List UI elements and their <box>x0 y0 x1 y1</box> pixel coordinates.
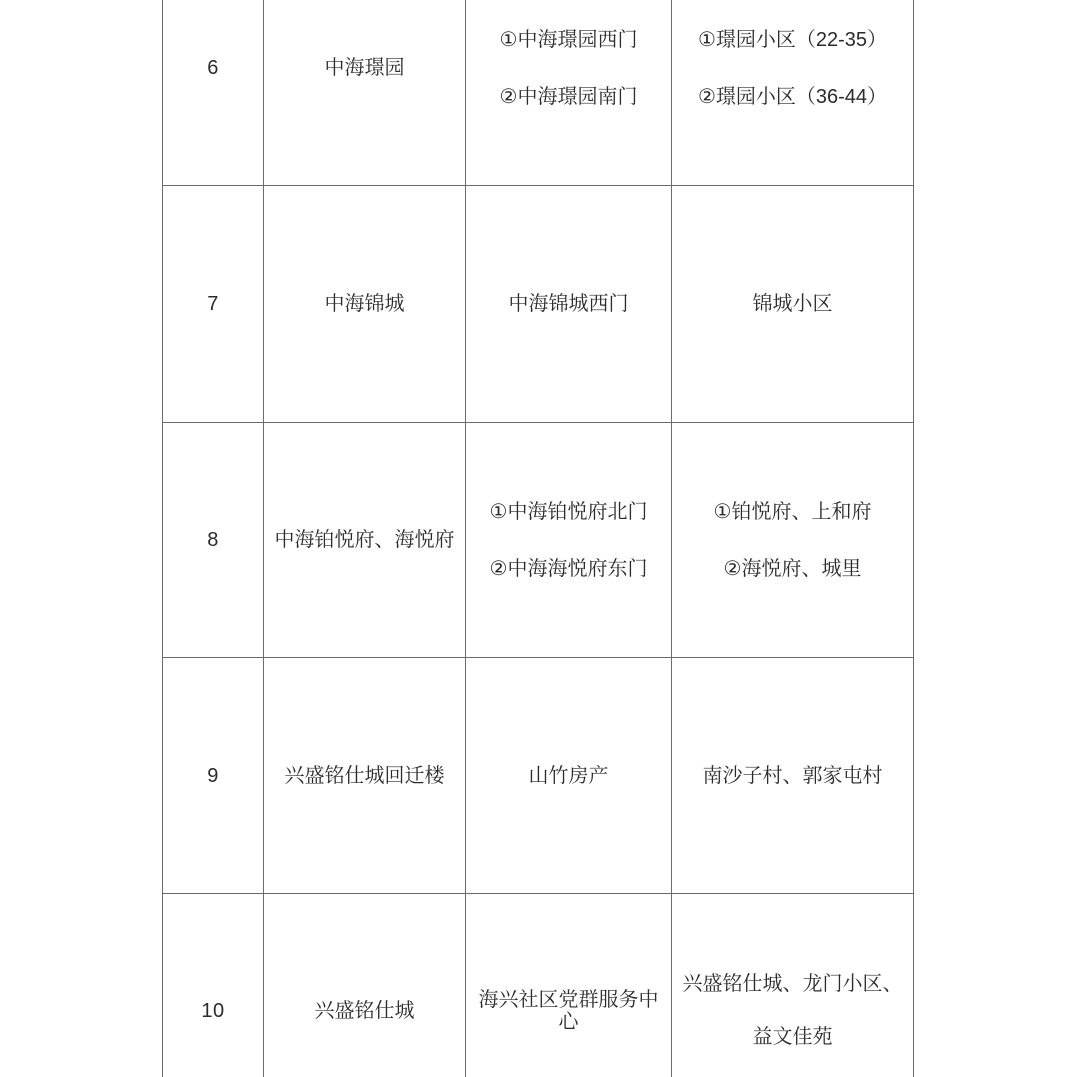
sampling-point-cell <box>466 186 672 423</box>
table-row <box>163 894 914 1077</box>
community-name: 中海璟园 <box>324 57 405 79</box>
row-number-cell <box>163 658 264 894</box>
coverage-item: ②璟园小区（36-44） <box>697 85 888 108</box>
table-row <box>163 186 914 423</box>
community-name-cell <box>264 894 466 1077</box>
community-name-cell <box>264 0 466 186</box>
row-number: 10 <box>201 1000 225 1022</box>
coverage-cell <box>672 658 914 894</box>
sampling-point-cell <box>466 0 672 186</box>
sampling-point: ①中海璟园西门 <box>499 28 638 51</box>
sampling-point: ②中海海悦府东门 <box>489 557 648 580</box>
coverage-cell <box>672 0 914 186</box>
community-name-cell <box>264 423 466 658</box>
sampling-point: ①中海铂悦府北门 <box>489 500 648 523</box>
sampling-point: 中海锦城西门 <box>508 293 629 315</box>
sampling-point: 山竹房产 <box>528 764 609 787</box>
sampling-point: 海兴社区党群服务中心 <box>478 989 659 1033</box>
community-name: 兴盛铭仕城 <box>314 1000 415 1022</box>
coverage-item: 锦城小区 <box>752 293 833 315</box>
sampling-point-cell <box>466 894 672 1077</box>
table-row <box>163 423 914 658</box>
row-number-cell <box>163 186 264 423</box>
row-number-cell <box>163 0 264 186</box>
row-number: 7 <box>207 293 219 315</box>
sampling-point-cell <box>466 423 672 658</box>
community-name: 兴盛铭仕城回迁楼 <box>284 764 445 787</box>
row-number-cell <box>163 423 264 658</box>
sampling-point-cell <box>466 658 672 894</box>
row-number: 9 <box>207 764 219 787</box>
community-name: 中海铂悦府、海悦府 <box>274 529 455 551</box>
community-name-cell <box>264 186 466 423</box>
coverage-cell <box>672 186 914 423</box>
table-row <box>163 658 914 894</box>
row-number: 8 <box>207 529 219 551</box>
coverage-item: 南沙子村、郭家屯村 <box>702 764 883 787</box>
coverage-item: 兴盛铭仕城、龙门小区、益文佳苑 <box>682 973 903 1048</box>
coverage-item: ②海悦府、城里 <box>723 557 862 580</box>
table-row <box>163 0 914 186</box>
coverage-cell <box>672 894 914 1077</box>
coverage-item: ①铂悦府、上和府 <box>713 500 872 523</box>
community-sampling-table <box>162 0 914 1077</box>
coverage-item: ①璟园小区（22-35） <box>697 28 888 51</box>
community-name-cell <box>264 658 466 894</box>
coverage-cell <box>672 423 914 658</box>
row-number-cell <box>163 894 264 1077</box>
community-name: 中海锦城 <box>324 293 405 315</box>
row-number: 6 <box>207 57 219 79</box>
sampling-point: ②中海璟园南门 <box>499 85 638 108</box>
